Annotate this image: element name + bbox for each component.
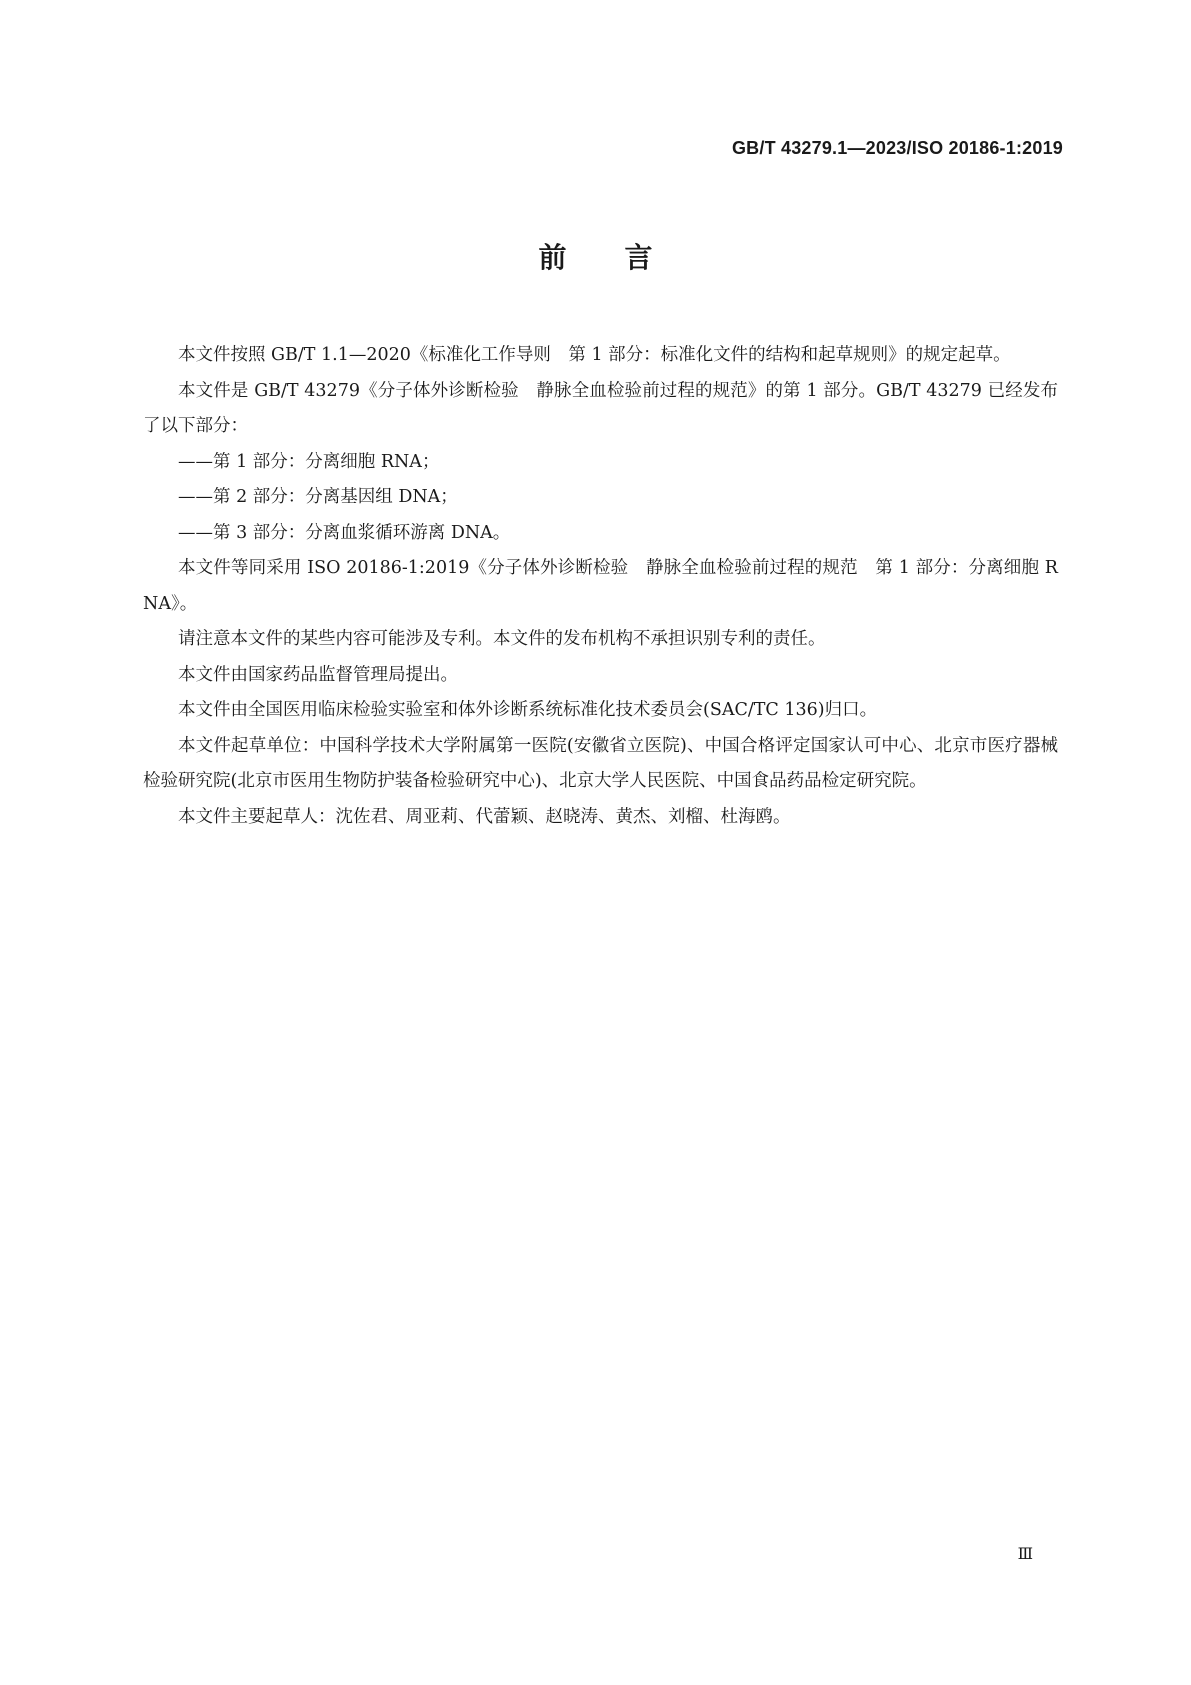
paragraph-series-part: 本文件是 GB/T 43279《分子体外诊断检验 静脉全血检验前过程的规范》的第 1 部分。GB/T 43279 已经发布了以下部分： [143,380,1058,436]
paragraph-drafters: 本文件主要起草人：沈佐君、周亚莉、代蕾颖、赵晓涛、黄杰、刘榴、杜海鸥。 [178,806,791,827]
list-item-part-3: ——第 3 部分：分离血浆循环游离 DNA。 [178,522,511,543]
page-number: Ⅲ [1017,1544,1033,1563]
page-title: 前言 [538,241,711,274]
list-item-part-2: ——第 2 部分：分离基因组 DNA； [178,487,458,507]
paragraph-proposer: 本文件由国家药品监督管理局提出。 [178,664,458,685]
paragraph-iso-adoption: 本文件等同采用 ISO 20186-1:2019《分子体外诊断检验 静脉全血检验前过程的规范 第 1 部分：分离细胞 RNA》。 [143,558,1058,614]
paragraph-drafting-rules: 本文件按照 GB/T 1.1—2020《标准化工作导则 第 1 部分：标准化文件的结构和起草规则》的规定起草。 [178,345,1011,365]
paragraph-drafting-units: 本文件起草单位：中国科学技术大学附属第一医院(安徽省立医院)、中国合格评定国家认可中心、北京市医疗器械检验研究院(北京市医用生物防护装备检验研究中心)、北京大学人民医院、中国食品药品检定研究院。 [143,735,1058,791]
document-code-header: GB/T 43279.1—2023/ISO 20186-1:2019 [731,138,1063,158]
list-item-part-1: ——第 1 部分：分离细胞 RNA； [178,451,440,472]
paragraph-patent-notice: 请注意本文件的某些内容可能涉及专利。本文件的发布机构不承担识别专利的责任。 [178,629,826,649]
paragraph-committee: 本文件由全国医用临床检验实验室和体外诊断系统标准化技术委员会(SAC/TC 136)归口。 [178,700,878,720]
preface-body [143,338,1058,835]
